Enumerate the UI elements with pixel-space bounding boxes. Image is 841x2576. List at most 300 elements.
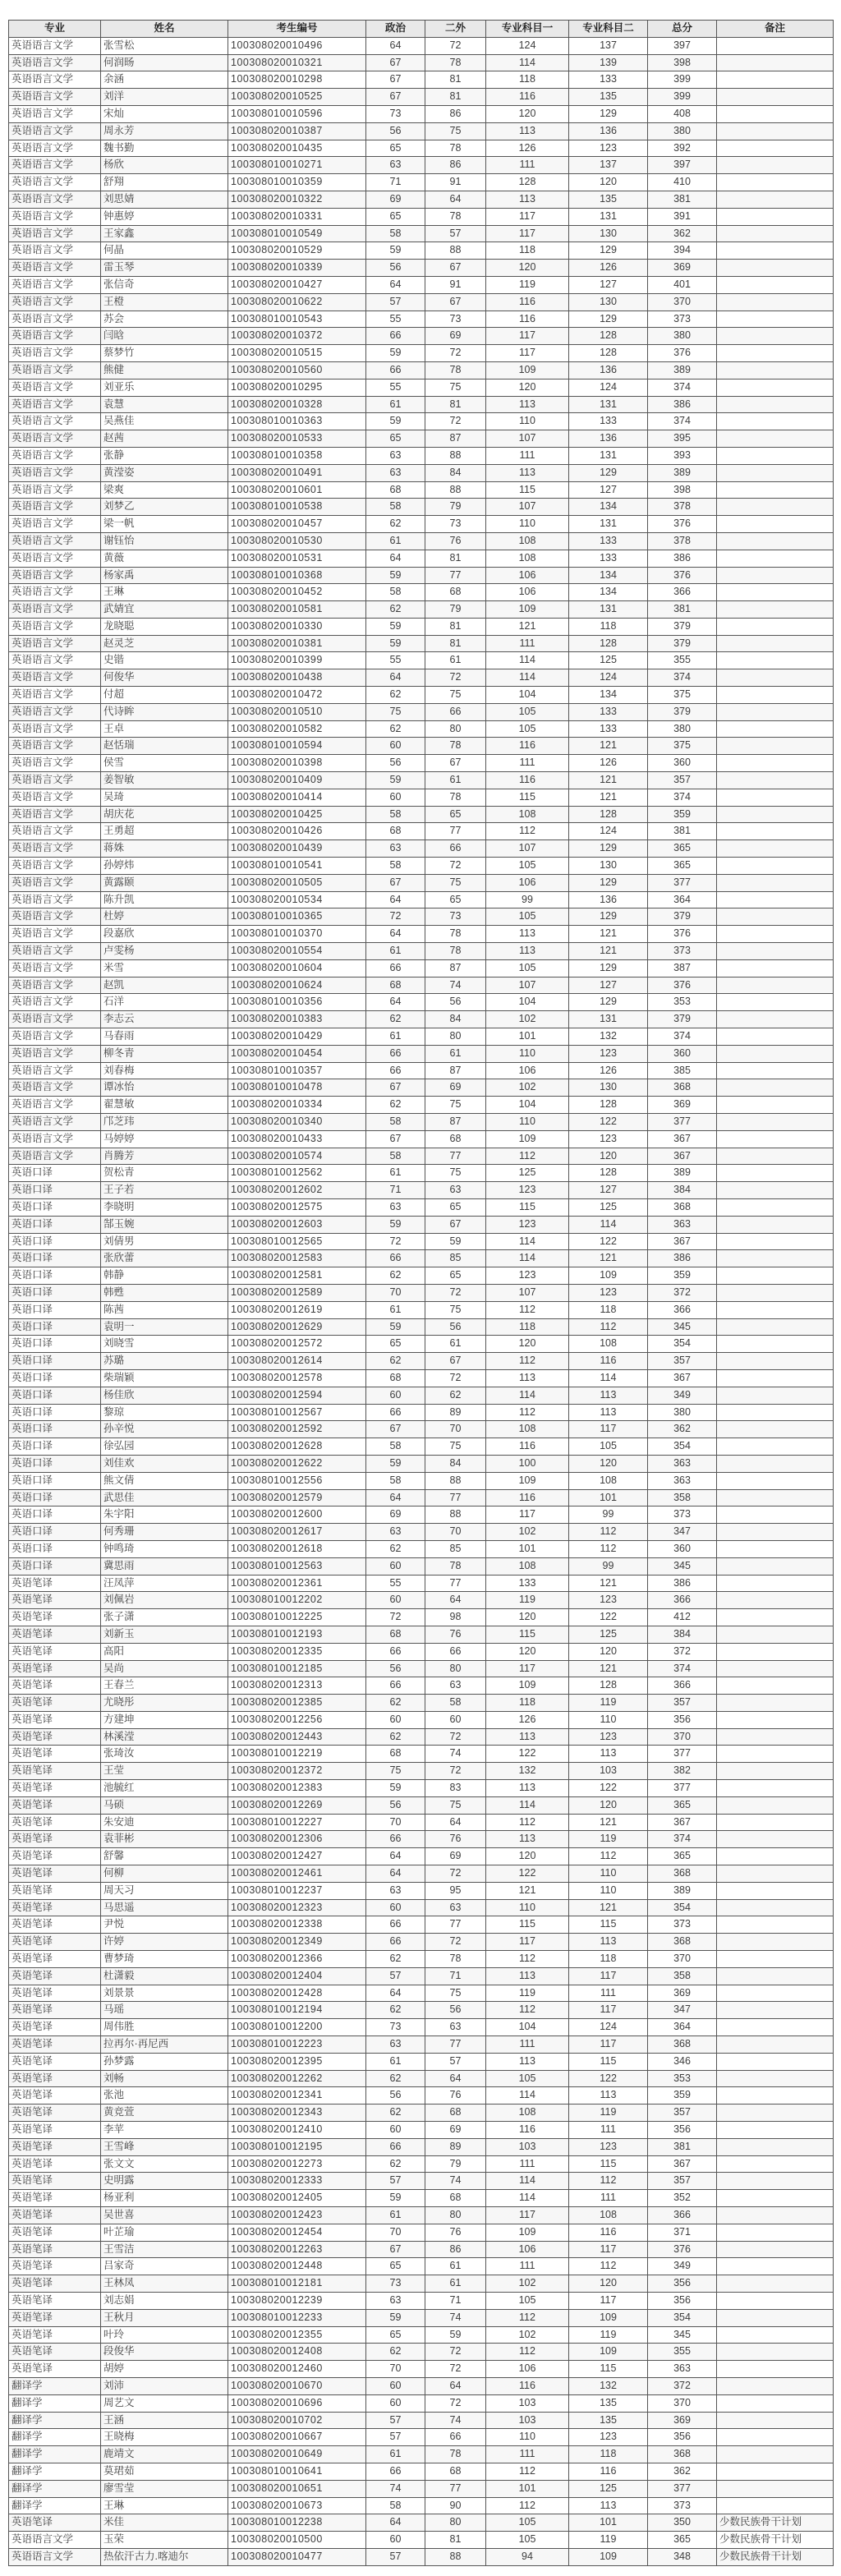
cell-total: 360 [648,1045,717,1062]
cell-subject2: 109 [569,2344,648,2361]
cell-politics: 71 [366,1182,425,1199]
cell-remark [717,140,834,157]
cell-subject1: 112 [486,2344,569,2361]
cell-name: 韩甦 [101,1284,228,1301]
cell-remark: 少数民族骨干计划 [717,2532,834,2549]
cell-subject1: 109 [486,1472,569,1489]
cell-candidate_id: 100308020010472 [228,687,366,704]
cell-second_language: 83 [425,1780,486,1797]
cell-subject1: 118 [486,242,569,260]
cell-second_language: 72 [425,2344,486,2361]
cell-candidate_id: 100308020012581 [228,1267,366,1285]
cell-candidate_id: 100308020010339 [228,260,366,277]
cell-politics: 61 [366,943,425,960]
cell-politics: 66 [366,1916,425,1934]
cell-candidate_id: 100308020012614 [228,1353,366,1370]
cell-second_language: 87 [425,1062,486,1079]
cell-remark [717,2087,834,2104]
cell-subject2: 115 [569,2361,648,2378]
table-row [9,2275,834,2293]
table-row [9,2138,834,2155]
cell-name: 刘倩男 [101,1233,228,1250]
cell-second_language: 66 [425,840,486,858]
cell-politics: 59 [366,2190,425,2207]
cell-major: 英语语言文学 [9,840,101,858]
table-row [9,1695,834,1712]
cell-subject1: 115 [486,1626,569,1643]
cell-major: 英语笔译 [9,1763,101,1780]
cell-name: 钟惠婷 [101,208,228,225]
cell-politics: 59 [366,1216,425,1233]
table-row [9,891,834,908]
cell-major: 英语语言文学 [9,310,101,328]
table-row [9,1369,834,1387]
cell-second_language: 88 [425,447,486,464]
cell-total: 372 [648,2377,717,2394]
table-row [9,584,834,601]
cell-candidate_id: 100308020012592 [228,1421,366,1438]
table-row [9,1540,834,1557]
cell-subject2: 123 [569,2429,648,2446]
cell-remark [717,379,834,396]
cell-second_language: 72 [425,2361,486,2378]
cell-second_language: 59 [425,2326,486,2344]
cell-remark [717,225,834,242]
cell-major: 英语语言文学 [9,481,101,499]
cell-subject2: 123 [569,2138,648,2155]
table-row [9,2190,834,2207]
table-row [9,1865,834,1883]
cell-politics: 55 [366,652,425,669]
cell-name: 汪凤萍 [101,1575,228,1592]
cell-major: 翻译学 [9,2463,101,2480]
cell-total: 358 [648,1967,717,1985]
cell-major: 英语笔译 [9,2326,101,2344]
table-row [9,738,834,755]
cell-politics: 58 [366,1148,425,1165]
cell-subject1: 123 [486,1182,569,1199]
cell-second_language: 68 [425,2463,486,2480]
cell-remark [717,1062,834,1079]
cell-total: 359 [648,1267,717,1285]
cell-remark [717,959,834,977]
cell-second_language: 66 [425,1643,486,1660]
cell-second_language: 61 [425,2275,486,2293]
cell-major: 英语语言文学 [9,413,101,430]
cell-name: 高阳 [101,1643,228,1660]
table-row [9,293,834,310]
cell-subject1: 112 [486,2463,569,2480]
cell-subject1: 114 [486,652,569,669]
cell-second_language: 86 [425,105,486,122]
cell-name: 侯雪 [101,755,228,772]
cell-major: 英语语言文学 [9,54,101,71]
cell-subject1: 116 [486,2377,569,2394]
cell-remark [717,2292,834,2309]
cell-candidate_id: 100308020012428 [228,1985,366,2002]
cell-subject1: 102 [486,1011,569,1028]
cell-candidate_id: 100308020010534 [228,891,366,908]
cell-remark [717,2394,834,2412]
cell-politics: 70 [366,2361,425,2378]
cell-name: 孙梦露 [101,2053,228,2070]
cell-second_language: 72 [425,1728,486,1746]
cell-politics: 64 [366,37,425,54]
cell-subject2: 133 [569,720,648,738]
cell-politics: 66 [366,1934,425,1951]
cell-major: 英语语言文学 [9,703,101,720]
cell-name: 周艺文 [101,2394,228,2412]
table-row [9,1489,834,1506]
table-row [9,1130,834,1148]
cell-name: 林溪滢 [101,1728,228,1746]
cell-subject2: 129 [569,840,648,858]
cell-remark [717,499,834,516]
cell-total: 356 [648,2292,717,2309]
cell-remark [717,2344,834,2361]
cell-major: 英语语言文学 [9,122,101,140]
table-row [9,2548,834,2565]
cell-total: 397 [648,157,717,174]
cell-remark [717,1951,834,1968]
cell-subject1: 106 [486,874,569,891]
cell-politics: 71 [366,174,425,191]
cell-total: 365 [648,1796,717,1814]
cell-major: 英语笔译 [9,1643,101,1660]
cell-total: 410 [648,174,717,191]
table-row [9,499,834,516]
cell-second_language: 79 [425,2155,486,2173]
table-row [9,464,834,481]
cell-total: 360 [648,755,717,772]
cell-remark [717,105,834,122]
cell-total: 358 [648,1489,717,1506]
cell-remark [717,1336,834,1353]
cell-subject1: 112 [486,1951,569,1968]
cell-candidate_id: 100308020010560 [228,361,366,379]
cell-subject1: 114 [486,1233,569,1250]
cell-total: 368 [648,1198,717,1216]
cell-subject1: 133 [486,1575,569,1592]
cell-subject1: 120 [486,1609,569,1626]
cell-subject1: 116 [486,1489,569,1506]
cell-politics: 62 [366,2155,425,2173]
cell-major: 英语口译 [9,1455,101,1472]
cell-remark [717,1045,834,1062]
cell-remark [717,481,834,499]
cell-second_language: 72 [425,669,486,687]
table-row [9,2514,834,2532]
cell-candidate_id: 100308020010398 [228,755,366,772]
score-table [8,20,834,2566]
cell-total: 363 [648,1472,717,1489]
cell-politics: 60 [366,1592,425,1609]
table-row [9,2070,834,2087]
cell-politics: 60 [366,2377,425,2394]
cell-total: 378 [648,499,717,516]
cell-major: 英语笔译 [9,2122,101,2139]
cell-total: 375 [648,738,717,755]
cell-name: 李苹 [101,2122,228,2139]
cell-name: 张欣蕾 [101,1250,228,1267]
cell-total: 366 [648,1677,717,1695]
table-row [9,174,834,191]
cell-subject2: 133 [569,550,648,567]
cell-major: 英语口译 [9,1301,101,1318]
cell-total: 370 [648,1728,717,1746]
cell-candidate_id: 100308020010649 [228,2446,366,2463]
cell-candidate_id: 100308010010596 [228,105,366,122]
cell-name: 黎琼 [101,1404,228,1421]
table-row [9,1028,834,1046]
cell-second_language: 64 [425,2070,486,2087]
cell-second_language: 65 [425,1198,486,1216]
cell-candidate_id: 100308020012408 [228,2344,366,2361]
cell-remark [717,1728,834,1746]
table-row [9,1353,834,1370]
cell-second_language: 79 [425,499,486,516]
cell-candidate_id: 100308010010641 [228,2463,366,2480]
cell-candidate_id: 100308020010667 [228,2429,366,2446]
cell-remark [717,1711,834,1728]
cell-second_language: 78 [425,1951,486,1968]
cell-candidate_id: 100308020010624 [228,977,366,994]
cell-politics: 64 [366,669,425,687]
cell-major: 英语口译 [9,1421,101,1438]
table-row [9,1233,834,1250]
cell-name: 邝芝玮 [101,1114,228,1131]
cell-politics: 68 [366,1369,425,1387]
cell-name: 张子潇 [101,1609,228,1626]
cell-remark [717,1097,834,1114]
cell-major: 英语语言文学 [9,379,101,396]
cell-subject1: 112 [486,1353,569,1370]
cell-second_language: 61 [425,1045,486,1062]
table-row [9,396,834,413]
cell-name: 黄薇 [101,550,228,567]
cell-major: 英语笔译 [9,1967,101,1985]
cell-name: 玉荣 [101,2532,228,2549]
cell-total: 362 [648,2463,717,2480]
table-row [9,2463,834,2480]
cell-candidate_id: 100308010012562 [228,1165,366,1182]
cell-politics: 60 [366,2532,425,2549]
cell-candidate_id: 100308020012427 [228,1848,366,1865]
cell-politics: 55 [366,1575,425,1592]
cell-remark [717,71,834,89]
cell-subject2: 125 [569,1198,648,1216]
cell-remark [717,1182,834,1199]
cell-politics: 63 [366,464,425,481]
cell-total: 349 [648,2258,717,2275]
cell-candidate_id: 100308010010363 [228,413,366,430]
cell-total: 377 [648,1114,717,1131]
cell-candidate_id: 100308020010429 [228,1028,366,1046]
cell-total: 374 [648,1028,717,1046]
cell-subject2: 120 [569,1796,648,1814]
cell-subject1: 126 [486,140,569,157]
cell-subject1: 107 [486,977,569,994]
cell-total: 379 [648,635,717,652]
cell-remark [717,1489,834,1506]
cell-name: 舒翔 [101,174,228,191]
cell-remark [717,396,834,413]
cell-candidate_id: 100308020010531 [228,550,366,567]
cell-major: 英语笔译 [9,2258,101,2275]
cell-candidate_id: 100308010010271 [228,157,366,174]
cell-major: 英语语言文学 [9,293,101,310]
cell-subject2: 118 [569,1301,648,1318]
cell-remark [717,1660,834,1677]
cell-total: 367 [648,1233,717,1250]
cell-remark [717,1130,834,1148]
cell-major: 英语笔译 [9,1814,101,1831]
cell-major: 英语语言文学 [9,959,101,977]
cell-second_language: 67 [425,293,486,310]
cell-politics: 57 [366,2548,425,2565]
cell-total: 381 [648,823,717,840]
cell-second_language: 75 [425,1796,486,1814]
table-row [9,772,834,789]
cell-second_language: 71 [425,2292,486,2309]
cell-remark [717,89,834,106]
cell-politics: 63 [366,840,425,858]
cell-remark [717,2463,834,2480]
cell-subject1: 103 [486,2138,569,2155]
cell-subject1: 109 [486,361,569,379]
cell-subject2: 120 [569,174,648,191]
cell-candidate_id: 100308020012269 [228,1796,366,1814]
cell-total: 384 [648,1626,717,1643]
cell-second_language: 80 [425,2207,486,2224]
cell-major: 英语语言文学 [9,943,101,960]
cell-major: 英语语言文学 [9,157,101,174]
cell-total: 398 [648,54,717,71]
cell-subject2: 123 [569,1045,648,1062]
cell-candidate_id: 100308020012629 [228,1318,366,1336]
column-header-candidate_id: 考生编号 [228,21,366,38]
cell-second_language: 67 [425,1353,486,1370]
table-row [9,1848,834,1865]
cell-subject1: 117 [486,1934,569,1951]
cell-second_language: 85 [425,1540,486,1557]
cell-name: 魏书勤 [101,140,228,157]
cell-name: 王子若 [101,1182,228,1199]
table-row [9,2412,834,2429]
cell-politics: 73 [366,105,425,122]
cell-second_language: 68 [425,2104,486,2122]
cell-subject2: 118 [569,2446,648,2463]
cell-subject1: 110 [486,2429,569,2446]
cell-total: 408 [648,105,717,122]
cell-remark: 少数民族骨干计划 [717,2548,834,2565]
table-row [9,1114,834,1131]
cell-subject1: 104 [486,1097,569,1114]
cell-candidate_id: 100308020012395 [228,2053,366,2070]
cell-politics: 56 [366,122,425,140]
cell-candidate_id: 100308020010425 [228,806,366,823]
cell-candidate_id: 100308020010670 [228,2377,366,2394]
cell-remark [717,1472,834,1489]
table-row [9,1882,834,1899]
cell-name: 尤晓彤 [101,1695,228,1712]
table-row [9,1643,834,1660]
cell-second_language: 81 [425,635,486,652]
cell-politics: 68 [366,977,425,994]
cell-politics: 73 [366,2275,425,2293]
cell-candidate_id: 100308020010525 [228,89,366,106]
cell-politics: 63 [366,447,425,464]
cell-politics: 59 [366,242,425,260]
cell-candidate_id: 100308020012306 [228,1831,366,1848]
cell-remark [717,652,834,669]
table-row [9,703,834,720]
cell-candidate_id: 100308020010439 [228,840,366,858]
cell-major: 英语笔译 [9,1677,101,1695]
cell-subject1: 112 [486,1301,569,1318]
cell-second_language: 64 [425,191,486,208]
cell-remark [717,874,834,891]
cell-subject1: 111 [486,2036,569,2054]
cell-second_language: 89 [425,2138,486,2155]
cell-subject1: 116 [486,772,569,789]
cell-second_language: 78 [425,943,486,960]
cell-total: 377 [648,874,717,891]
cell-second_language: 65 [425,891,486,908]
cell-candidate_id: 100308020010622 [228,293,366,310]
cell-major: 英语语言文学 [9,858,101,875]
cell-subject1: 120 [486,1643,569,1660]
cell-subject2: 120 [569,1643,648,1660]
cell-remark [717,1353,834,1370]
cell-major: 英语语言文学 [9,926,101,943]
cell-subject2: 124 [569,379,648,396]
cell-candidate_id: 100308020010491 [228,464,366,481]
cell-candidate_id: 100308020010328 [228,396,366,413]
cell-total: 379 [648,1011,717,1028]
cell-politics: 59 [366,618,425,635]
cell-total: 381 [648,601,717,619]
cell-remark [717,1677,834,1695]
cell-total: 374 [648,413,717,430]
cell-major: 英语笔译 [9,2224,101,2241]
cell-politics: 59 [366,635,425,652]
cell-name: 胡庆花 [101,806,228,823]
cell-subject1: 111 [486,2258,569,2275]
table-row [9,943,834,960]
table-row [9,1250,834,1267]
cell-politics: 61 [366,2053,425,2070]
cell-remark [717,54,834,71]
cell-politics: 61 [366,2207,425,2224]
cell-candidate_id: 100308020012262 [228,2070,366,2087]
cell-subject2: 113 [569,1934,648,1951]
cell-total: 401 [648,276,717,293]
cell-major: 英语语言文学 [9,225,101,242]
cell-total: 389 [648,361,717,379]
cell-candidate_id: 100308010010356 [228,994,366,1011]
cell-subject1: 105 [486,2514,569,2532]
cell-subject1: 113 [486,926,569,943]
cell-total: 380 [648,1404,717,1421]
cell-remark [717,1165,834,1182]
cell-subject1: 105 [486,2532,569,2549]
cell-remark [717,1643,834,1660]
cell-politics: 64 [366,1865,425,1883]
cell-candidate_id: 100308020010530 [228,532,366,550]
cell-candidate_id: 100308010010549 [228,225,366,242]
cell-candidate_id: 100308020010331 [228,208,366,225]
